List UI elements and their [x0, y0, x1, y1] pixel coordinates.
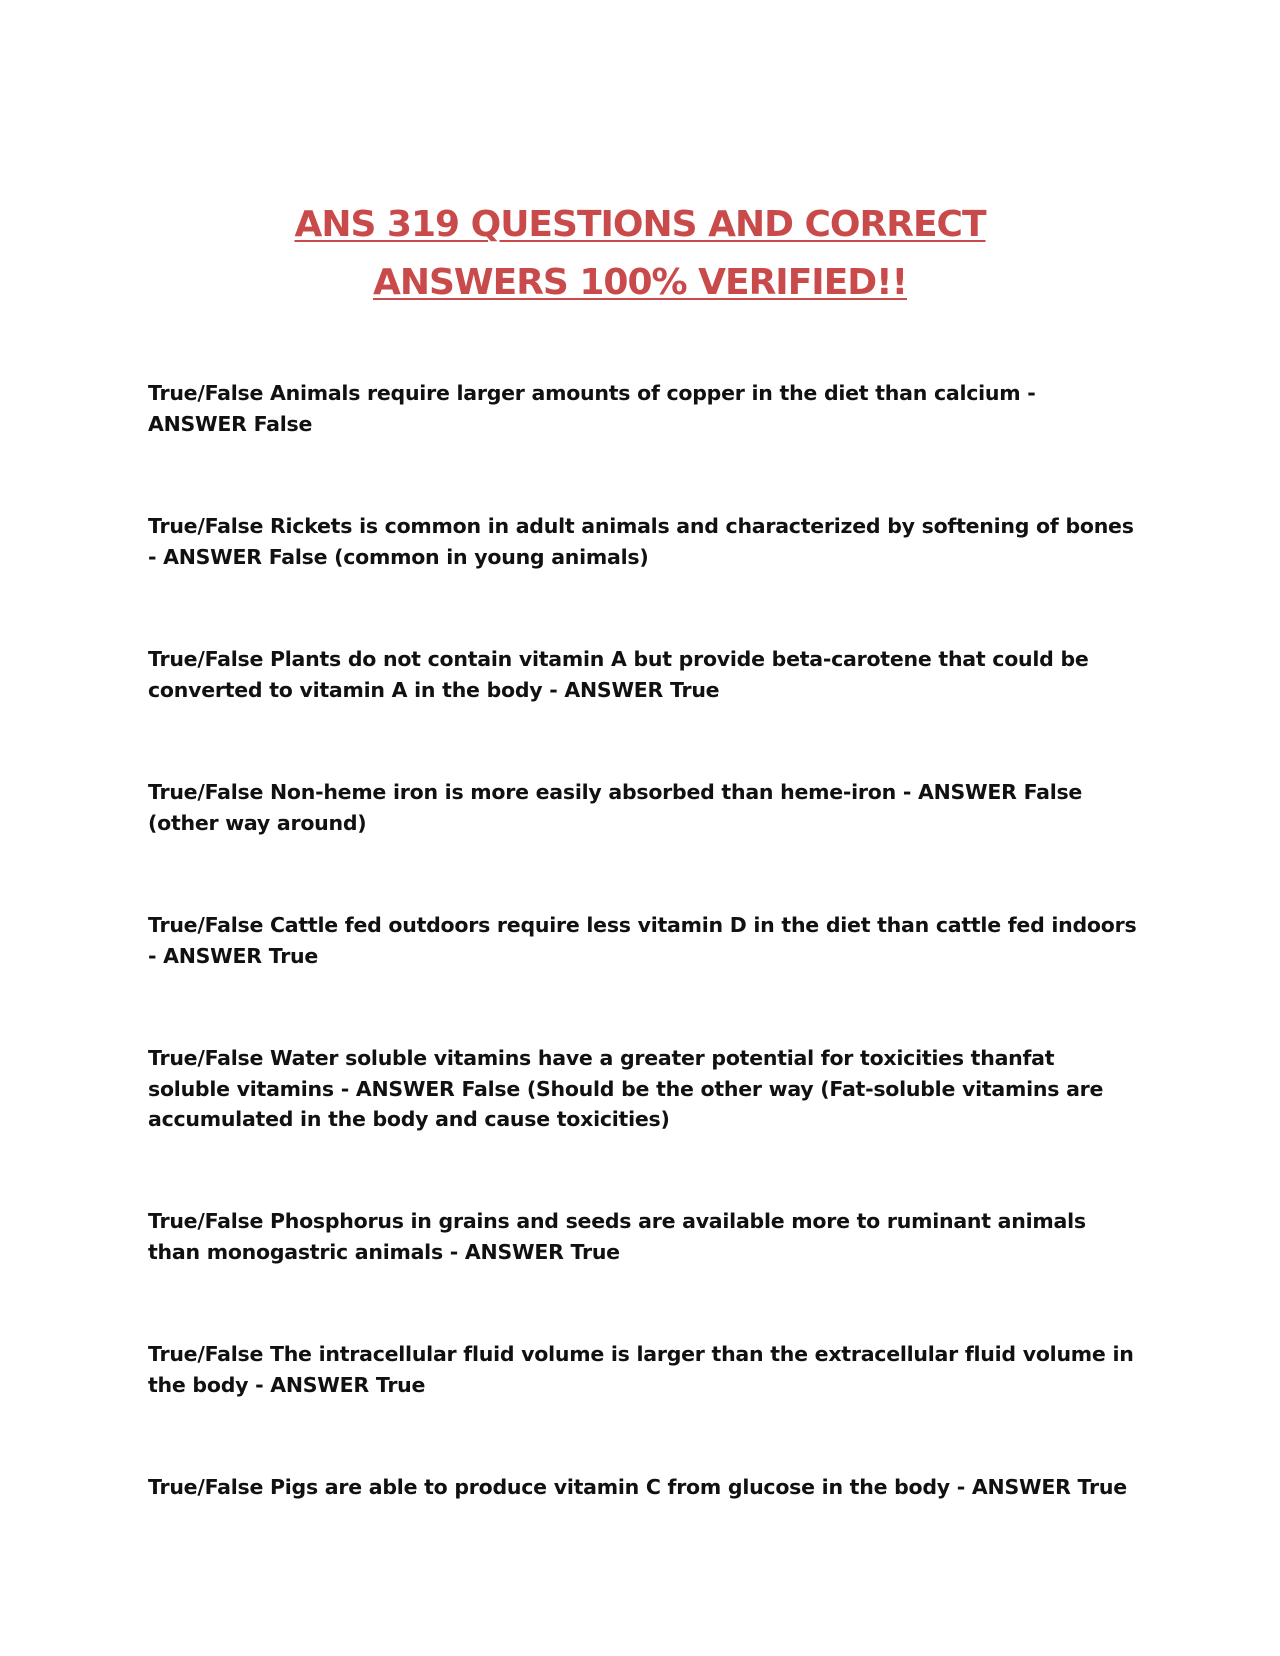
qa-item-8: True/False The intracellular fluid volume is larger than the extracellular fluid volume in the body - ANSWER True: [148, 1342, 1134, 1397]
page-title-line-1: ANS 319 QUESTIONS AND CORRECT: [294, 204, 986, 245]
qa-item-5: True/False Cattle fed outdoors require less vitamin D in the diet than cattle fed indoors - ANSWER True: [148, 913, 1137, 968]
qa-item-9: True/False Pigs are able to produce vitamin C from glucose in the body - ANSWER True: [148, 1475, 1127, 1499]
page-title: [0, 196, 1280, 312]
page-title-line-2: ANSWERS 100% VERIFIED!!: [372, 262, 907, 303]
qa-item-4: True/False Non-heme iron is more easily absorbed than heme-iron - ANSWER False (other way around): [148, 780, 1083, 835]
qa-item-7: True/False Phosphorus in grains and seeds are available more to ruminant animals than monogastric animals - ANSWER True: [148, 1209, 1086, 1264]
qa-item-6: True/False Water soluble vitamins have a greater potential for toxicities thanfat soluble vitamins - ANSWER False (Should be the other way (Fat-soluble vitamins are accumulated in the body and cause toxicities): [148, 1046, 1104, 1131]
qa-item-2: True/False Rickets is common in adult animals and characterized by softening of bones - ANSWER False (common in young animals): [148, 514, 1134, 569]
qa-item-1: True/False Animals require larger amounts of copper in the diet than calcium - ANSWER False: [148, 381, 1036, 436]
qa-item-3: True/False Plants do not contain vitamin A but provide beta-carotene that could be converted to vitamin A in the body - ANSWER True: [148, 647, 1089, 702]
